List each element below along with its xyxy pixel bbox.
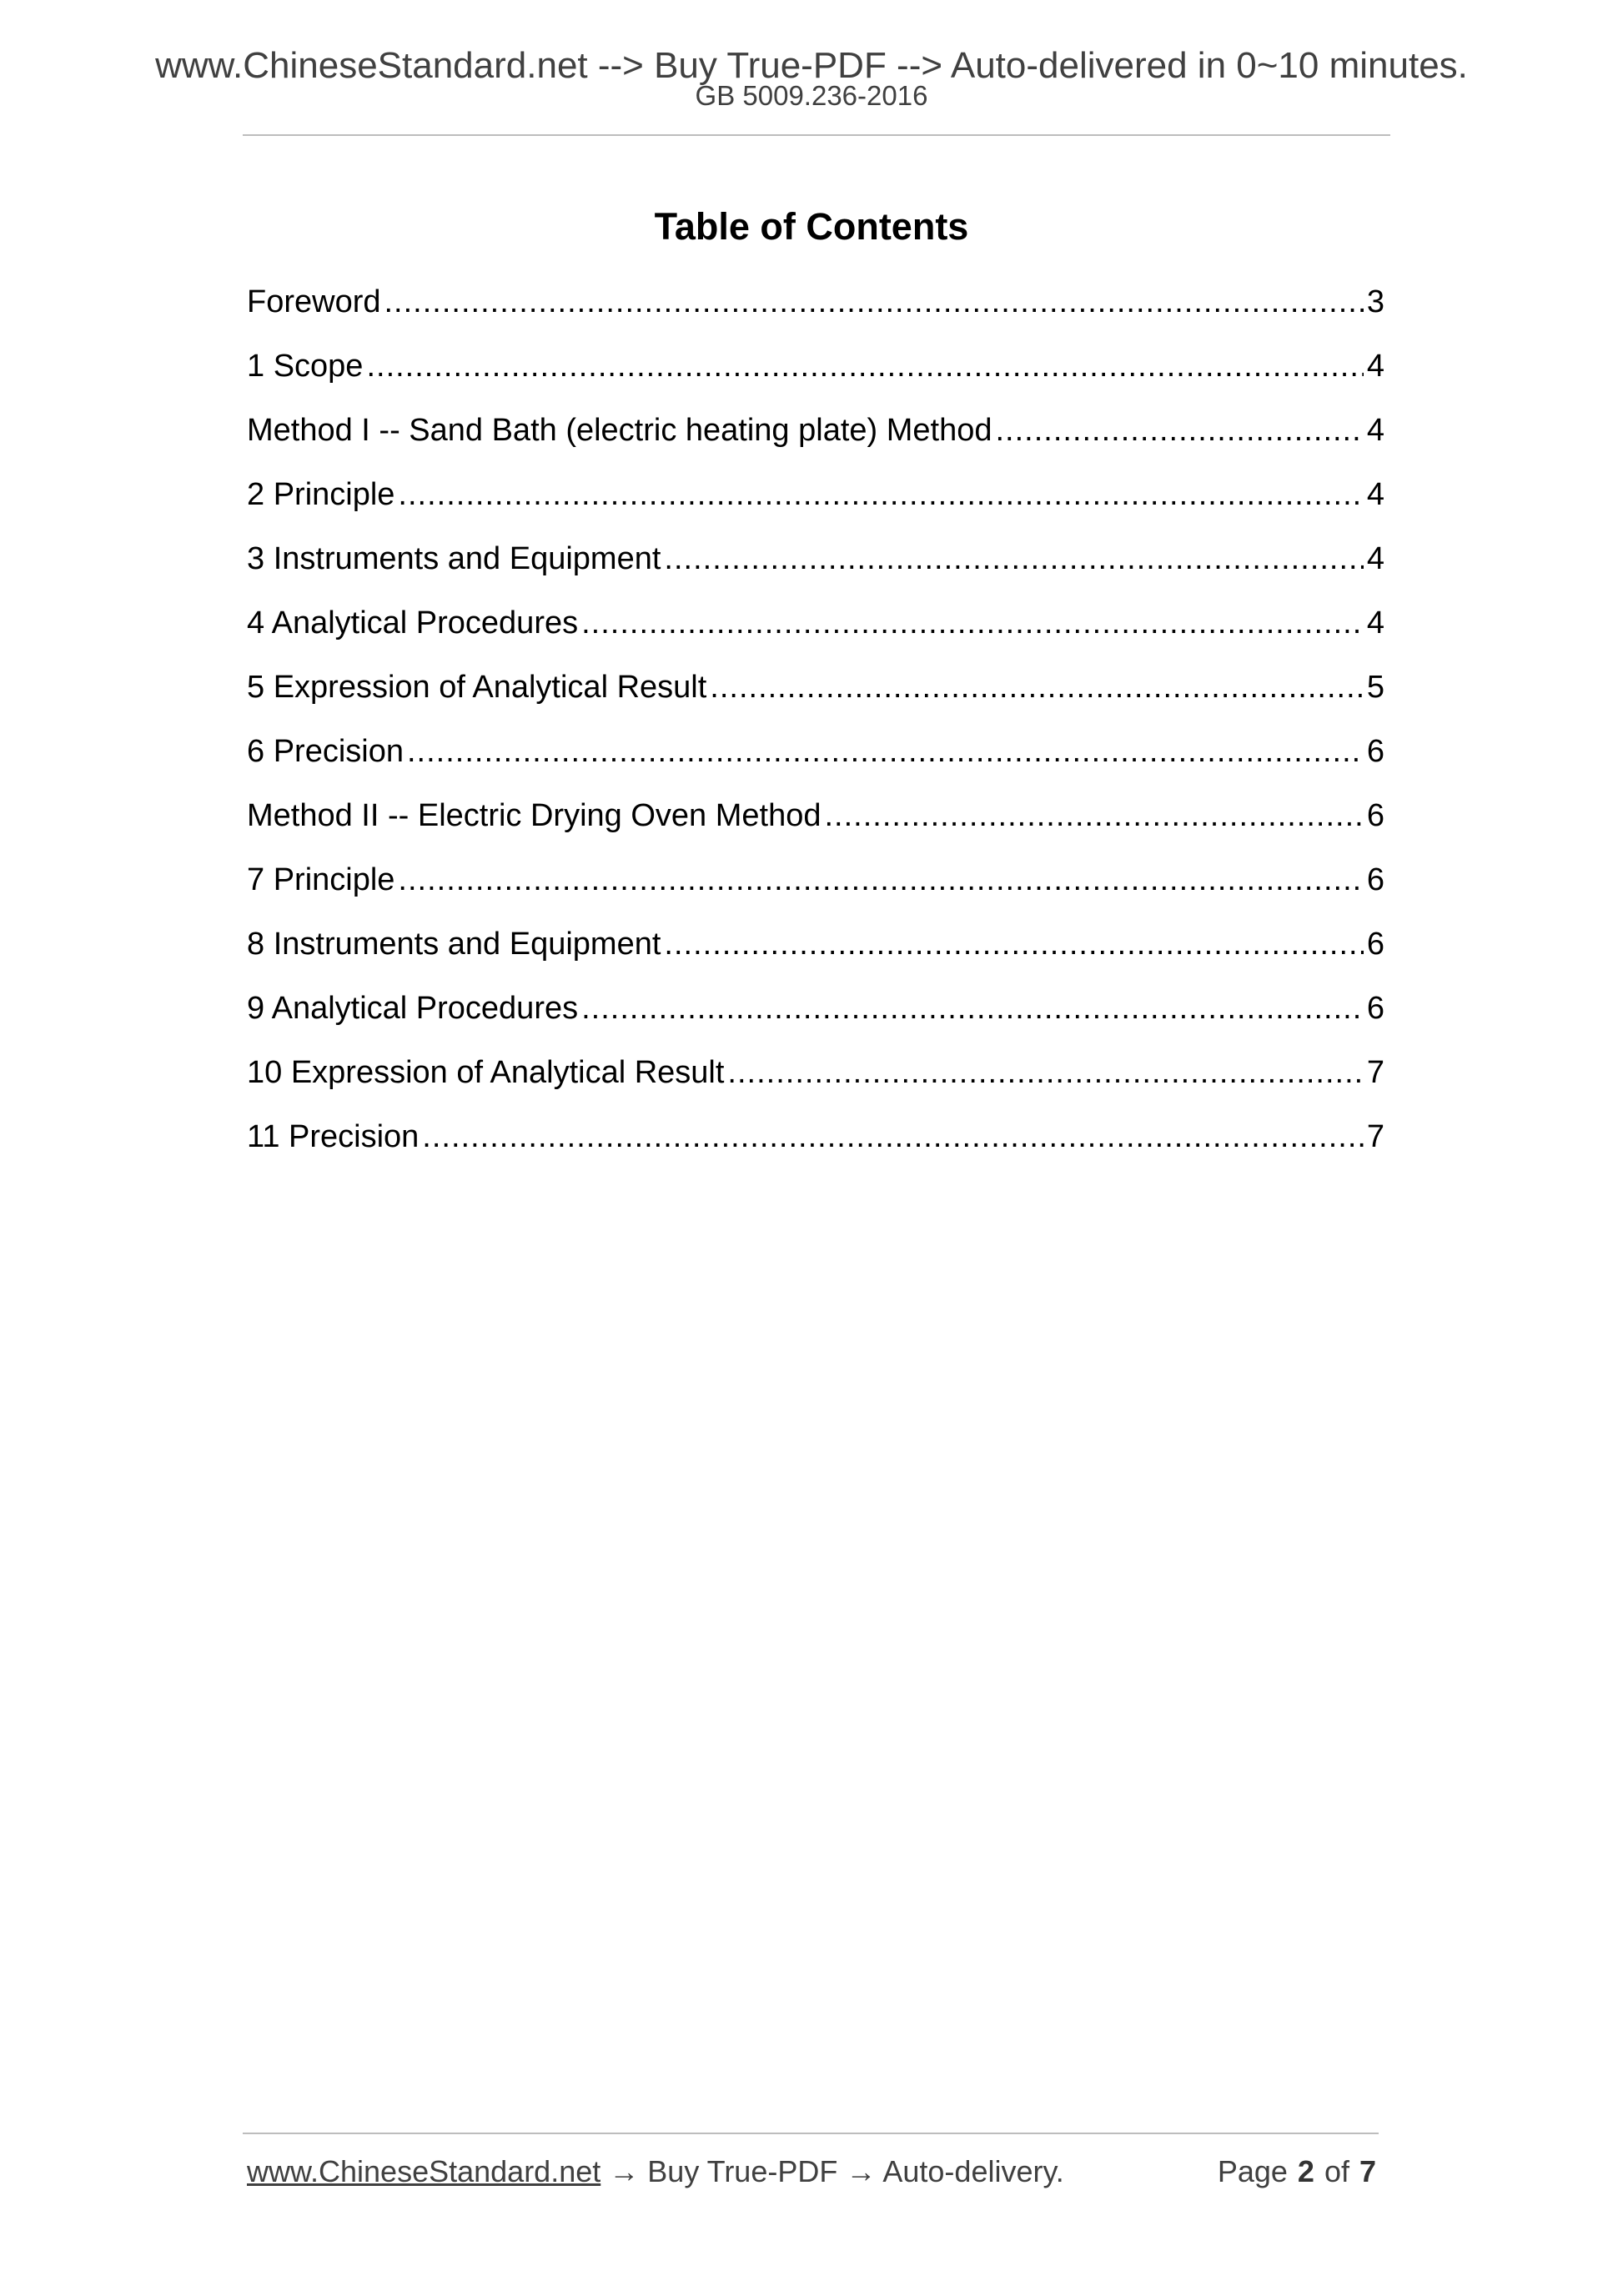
toc-entry-page: 6 — [1366, 862, 1384, 897]
toc-entry-label: Method II -- Electric Drying Oven Method — [247, 798, 822, 833]
footer-divider — [243, 2133, 1379, 2134]
toc-entry-analytical-procedures[interactable] — [247, 601, 1384, 666]
toc-entry-page: 4 — [1366, 349, 1384, 384]
toc-entry-label: 2 Principle — [247, 477, 395, 512]
toc-entry-page: 4 — [1366, 541, 1384, 576]
footer-site-link[interactable]: www.ChineseStandard.net — [247, 2154, 601, 2188]
toc-entry-expression-of-result-2[interactable] — [247, 1051, 1384, 1115]
toc-entry-foreword[interactable] — [247, 280, 1384, 344]
toc-dot-leader — [398, 473, 1363, 516]
toc-title: Table of Contents — [654, 205, 969, 248]
toc-dot-leader — [398, 858, 1363, 902]
footer-promo — [247, 2153, 1064, 2191]
toc-entry-page: 5 — [1366, 670, 1384, 705]
toc-entry-scope[interactable] — [247, 344, 1384, 409]
toc-entry-page: 6 — [1366, 991, 1384, 1026]
toc-entry-page: 7 — [1366, 1055, 1384, 1090]
toc-entry-expression-of-result[interactable] — [247, 666, 1384, 730]
toc-entry-page: 6 — [1366, 927, 1384, 962]
current-page-number: 2 — [1297, 2154, 1314, 2188]
toc-entry-page: 6 — [1366, 734, 1384, 769]
toc-entry-label: Method I -- Sand Bath (electric heating plate) Method — [247, 413, 992, 448]
toc-entry-instruments-2[interactable] — [247, 922, 1384, 987]
toc-entry-label: 1 Scope — [247, 349, 364, 384]
page-word: Page — [1217, 2154, 1288, 2188]
toc-dot-leader — [407, 730, 1364, 773]
toc-entry-label: Foreword — [247, 284, 381, 319]
toc-dot-leader — [710, 666, 1364, 709]
toc-entry-page: 4 — [1366, 605, 1384, 641]
toc-entry-precision-2[interactable] — [247, 1115, 1384, 1179]
toc-dot-leader — [581, 601, 1364, 645]
toc-entry-label: 8 Instruments and Equipment — [247, 927, 661, 962]
toc-entry-label: 10 Expression of Analytical Result — [247, 1055, 725, 1090]
toc-entry-page: 7 — [1366, 1119, 1384, 1154]
toc-entry-page: 3 — [1366, 284, 1384, 319]
toc-entry-label: 3 Instruments and Equipment — [247, 541, 661, 576]
toc-dot-leader — [824, 794, 1363, 837]
toc-entry-label: 5 Expression of Analytical Result — [247, 670, 707, 705]
toc-dot-leader — [422, 1115, 1364, 1158]
of-word: of — [1324, 2154, 1349, 2188]
arrow-right-icon: → — [609, 2154, 640, 2188]
toc-list — [247, 280, 1384, 1179]
toc-entry-principle[interactable] — [247, 473, 1384, 537]
toc-entry-page: 6 — [1366, 798, 1384, 833]
toc-entry-analytical-procedures-2[interactable] — [247, 987, 1384, 1051]
site-banner: www.ChineseStandard.net --> Buy True-PDF --> Auto-delivered in 0~10 minutes. — [155, 45, 1468, 86]
header-divider — [243, 134, 1390, 136]
toc-entry-instruments[interactable] — [247, 537, 1384, 601]
page-indicator — [1218, 2153, 1376, 2191]
total-pages-number: 7 — [1359, 2154, 1376, 2188]
toc-entry-label: 4 Analytical Procedures — [247, 605, 579, 641]
toc-entry-page: 4 — [1366, 477, 1384, 512]
toc-dot-leader — [664, 922, 1363, 966]
toc-dot-leader — [366, 344, 1363, 388]
toc-dot-leader — [664, 537, 1363, 580]
toc-entry-label: 9 Analytical Procedures — [247, 991, 579, 1026]
toc-entry-principle-2[interactable] — [247, 858, 1384, 922]
toc-entry-method-ii[interactable] — [247, 794, 1384, 858]
standard-code: GB 5009.236-2016 — [695, 80, 928, 111]
toc-entry-label: 11 Precision — [247, 1119, 420, 1154]
footer-buy-text: Buy True-PDF — [647, 2154, 838, 2188]
toc-entry-label: 6 Precision — [247, 734, 404, 769]
toc-entry-page: 4 — [1366, 413, 1384, 448]
arrow-right-icon: → — [846, 2154, 877, 2188]
toc-dot-leader — [384, 280, 1364, 324]
toc-entry-label: 7 Principle — [247, 862, 395, 897]
toc-entry-method-i[interactable] — [247, 409, 1384, 473]
toc-entry-precision[interactable] — [247, 730, 1384, 794]
toc-dot-leader — [581, 987, 1364, 1030]
footer-delivery-text: Auto-delivery. — [882, 2154, 1064, 2188]
toc-dot-leader — [995, 409, 1363, 452]
toc-dot-leader — [727, 1051, 1363, 1094]
